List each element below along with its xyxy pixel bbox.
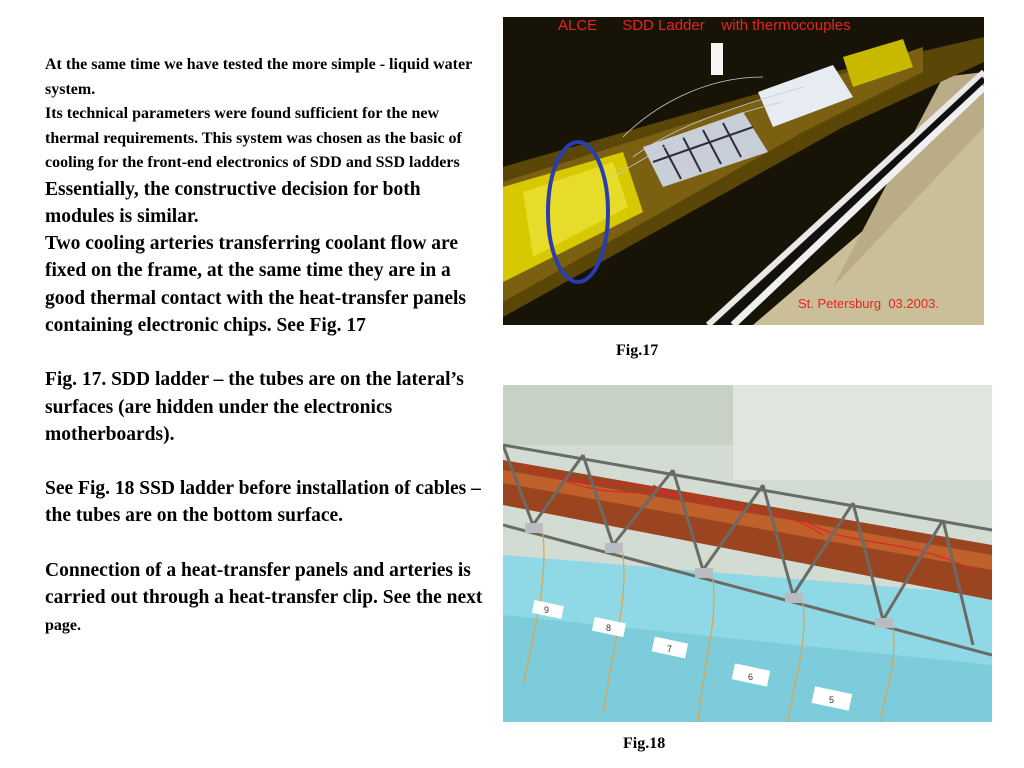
paragraph-fig18: See Fig. 18 SSD ladder before installation of cables – the tubes are on the bottom surface. xyxy=(45,478,481,527)
ssd-ladder-photo xyxy=(503,385,992,722)
fig17-caption: Fig.17 xyxy=(616,342,659,359)
thermocouple-connector xyxy=(711,43,723,75)
connection-text: Connection of a heat-transfer panels and arteries is carried out through a heat-transfer clip. See the next xyxy=(45,559,483,609)
sdd-ladder-photo xyxy=(503,17,984,325)
fig18-photo xyxy=(503,385,992,722)
tag-label-6: 6 xyxy=(748,672,754,682)
paragraph-constructive: Essentially, the constructive decision for both modules is similar. xyxy=(45,178,421,227)
paragraph-fig17: Fig. 17. SDD ladder – the tubes are on the lateral’s surfaces (are hidden under the electronics motherboards). xyxy=(45,369,464,445)
paragraph-connection xyxy=(45,557,485,640)
tag-label-7: 7 xyxy=(667,644,673,654)
tag-label-9: 9 xyxy=(544,605,550,615)
tag-label-8: 8 xyxy=(606,623,612,633)
fig18-caption: Fig.18 xyxy=(623,735,666,752)
spacer xyxy=(45,339,485,366)
next-page-link-text: page. xyxy=(45,617,81,635)
paragraph-arteries: Two cooling arteries transferring coolant flow are fixed on the frame, at the same time they are in a good thermal contact with the heat-transfer panels containing electronic chips. See Fig. 17 xyxy=(45,233,467,336)
paragraph-intro: At the same time we have tested the more simple - liquid water system. xyxy=(45,56,472,98)
fig17-photo-title: ALCE SDD Ladder with thermocouples xyxy=(558,17,851,34)
spacer xyxy=(45,448,485,475)
tag-label-5: 5 xyxy=(829,695,835,705)
fig17-photo-stamp: St. Petersburg 03.2003. xyxy=(798,296,939,311)
paragraph-parameters: Its technical parameters were found sufficient for the new thermal requirements. This system was chosen as the basic of cooling for the front-end electronics of SDD and SSD ladders xyxy=(45,105,462,171)
fig17-photo xyxy=(503,17,984,325)
spacer xyxy=(45,530,485,557)
body-text xyxy=(45,53,485,640)
